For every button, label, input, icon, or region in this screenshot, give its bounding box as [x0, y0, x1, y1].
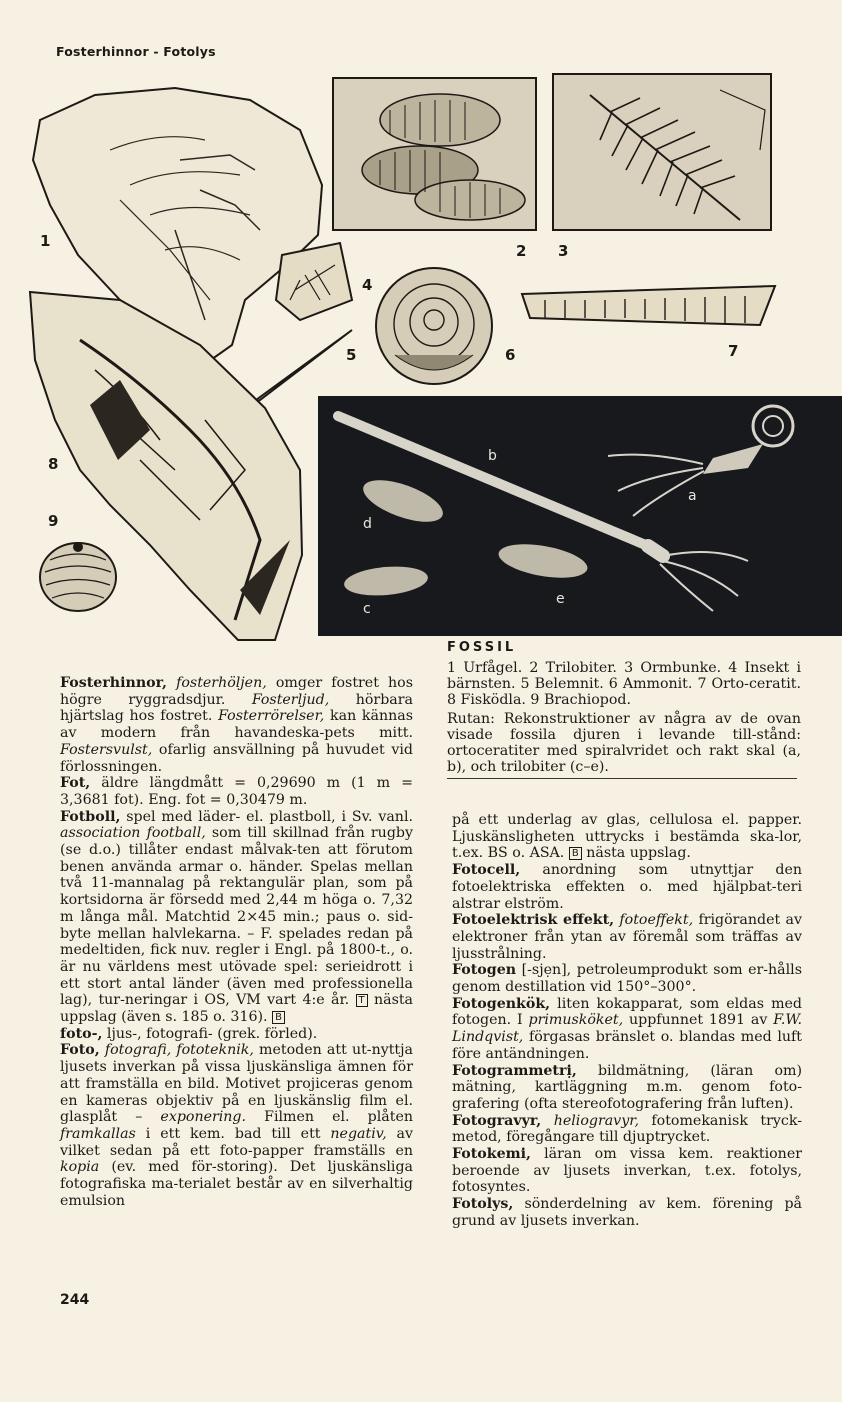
entry-text: kan kännas av modern från havandeska-pets mitt. — [60, 708, 413, 742]
entry-text: spel med läder- el. plastboll, i Sv. vanl. — [120, 808, 413, 825]
entry-text: nästa uppslag (även s. 185 o. 316). — [60, 992, 414, 1026]
headword: Fotogravyr, — [452, 1112, 542, 1129]
headword: Fotogrammetrị, — [452, 1062, 577, 1079]
entry-fotogrammetri — [452, 1063, 802, 1113]
headword: foto-, — [60, 1025, 103, 1042]
entry-fotogen — [452, 962, 802, 995]
figure-number-9: 9 — [48, 512, 59, 530]
entry-text: [-sjẹn], petroleumprodukt som er-hålls genom destillation vid 150°–300°. — [452, 962, 802, 996]
entry-text: uppfunnet 1891 av — [623, 1012, 768, 1029]
fern-fossil — [553, 74, 771, 230]
entry-text: negativ, — [320, 1125, 387, 1142]
entry-fotokemi — [452, 1146, 802, 1196]
entry-text: association football, — [60, 825, 206, 842]
caption-items: 1 Urfågel. 2 Trilobiter. 3 Ormbunke. 4 Insekt i bärnsten. 5 Belemnit. 6 Ammonit. 7 Orto-ceratit. 8 Fisködla. 9 Brachiopod. — [447, 660, 801, 708]
entry-text: av vilket sedan på ett foto-papper framställs en — [60, 1125, 413, 1159]
entry-text: ljus-, fotografi- (grek. förled). — [102, 1025, 318, 1042]
entry-text: sönderdelning av kem. förening på grund av ljusets inverkan. — [452, 1196, 802, 1229]
figure-caption — [447, 640, 801, 778]
entry-text: fosterhöljen, — [166, 675, 267, 691]
headword: Fotoelektrisk effekt, — [452, 912, 615, 929]
entry-text: primusköket, — [522, 1012, 624, 1029]
entry-fot — [60, 775, 413, 808]
entry-text: nästa uppslag. — [581, 845, 691, 862]
entry-text: i ett kem. bad till ett — [135, 1125, 321, 1142]
picture-ref-icon: B — [569, 847, 582, 860]
entry-text: fotomekanisk tryck-metod, föregångare till djuptrycket. — [452, 1112, 802, 1146]
entry-text: F.W. Lindqvist, — [452, 1012, 802, 1046]
reconstruction-drawing — [318, 396, 842, 636]
figure-number-2: 2 — [516, 242, 527, 260]
headword: Fotokemi, — [452, 1146, 531, 1163]
running-head: Fosterhinnor - Fotolys — [56, 44, 216, 59]
label-c: c — [363, 601, 371, 617]
figure-number-7: 7 — [728, 342, 739, 360]
entry-foto-prefix — [60, 1026, 413, 1043]
headword: Fotolys, — [452, 1196, 514, 1213]
entry-text: bildmätning, (läran om) mätning, kartläggning m.m. genom foto-grafering (ofta stereofotografering från luften). — [452, 1062, 802, 1112]
headword: Fotboll, — [60, 808, 121, 825]
entry-text: läran om vissa kem. reaktioner beroende av ljusets inverkan, t.ex. fotolys, fotosyntes. — [452, 1146, 802, 1196]
entry-text: liten kokapparat, som eldas med fotogen. I — [452, 995, 802, 1029]
entry-text: Fosterrörelser, — [212, 708, 325, 725]
entry-text: anordning som utnyttjar den fotoelektriska effekten o. med hjälpbat-teri alstrar elström. — [452, 862, 802, 912]
ammonite-fossil — [376, 268, 492, 384]
right-column — [452, 812, 802, 1230]
headword: Fotocell, — [452, 862, 521, 879]
figure-number-8: 8 — [48, 455, 59, 473]
entry-text: framkallas — [60, 1125, 136, 1142]
entry-text: Fosterljud, — [225, 691, 330, 708]
label-a: a — [688, 488, 697, 504]
trilobite-fossil — [333, 78, 536, 230]
brachiopod-fossil — [40, 542, 116, 611]
figure-number-5: 5 — [346, 346, 357, 364]
entry-text: exponering. — [142, 1109, 247, 1126]
entry-text: äldre längdmått = 0,29690 m (1 m = 3,3681 fot). Eng. fot = 0,30479 m. — [60, 775, 413, 808]
entry-foto — [60, 1042, 413, 1209]
reconstruction-box — [318, 396, 842, 636]
entry-text: ofarlig ansvällning på huvudet vid förlossningen. — [60, 741, 413, 775]
entry-text: hörbara hjärtslag hos fostret. — [60, 691, 413, 725]
entry-fotogravyr — [452, 1113, 802, 1146]
figure-number-4: 4 — [362, 276, 373, 294]
entry-fosterhinnor — [60, 675, 413, 775]
entry-text: metoden att ut-nyttja ljusets inverkan på vissa ljuskänsliga ämnen för att framställa en bild. Motivet projiceras genom en kameras objektiv på en ljuskänslig film el. glasplåt – — [60, 1042, 413, 1126]
entry-text: förgasas bränslet o. blandas med luft före antändningen. — [452, 1029, 802, 1062]
label-b: b — [488, 448, 497, 464]
headword: Foto, — [60, 1042, 100, 1059]
entry-fotolys — [452, 1196, 802, 1229]
entry-text: som till skillnad från rugby (se d.o.) tillåter endast målvak-ten att förutom benen använda armar o. händer. Spelas mellan två 11-mannalag på rektangulär plan, som på kortsidorna är försedd med 2,44 m höga o. 7,32 m långa mål. Matchtid 2×45 min.; paus o. sid-byte mellan halvlekarna. – F. spelades redan på medeltiden, fick nuv. regler i Engl. på 1800-t., o. är nu världens mest utövade spel: serieidrott i ett stort antal länder (även med professionella lag), tur-neringar i OS, VM vart 4:e år. — [60, 825, 413, 1009]
entry-fotocell — [452, 862, 802, 912]
entry-text: Filmen el. plåten — [246, 1109, 413, 1126]
picture-ref-icon: B — [272, 1011, 285, 1024]
page-number: 244 — [60, 1292, 90, 1308]
headword: Fotogenkök, — [452, 995, 551, 1012]
label-d: d — [363, 516, 372, 532]
entry-fotogenkok — [452, 996, 802, 1063]
entry-text: heliogravyr, — [541, 1112, 639, 1129]
figure-number-3: 3 — [558, 242, 569, 260]
figure-number-6: 6 — [505, 346, 516, 364]
fossil-plate — [0, 0, 842, 650]
entry-text: frigörandet av elektroner från ytan av föremål som träffas av ljusstrålning. — [452, 912, 803, 962]
entry-text: fotoeffekt, — [614, 912, 694, 929]
label-e: e — [556, 591, 565, 607]
left-column — [60, 675, 413, 1210]
entry-text: kopia — [60, 1159, 100, 1176]
caption-box-note: Rutan: Rekonstruktioner av några av de ovan visade fossila djuren i levande till-stånd: ortoceratiter med spiralvridet och rakt skal (a, b), och trilobiter (c–e). — [447, 711, 801, 775]
entry-text: (ev. med för-storing). Det ljuskänsliga fotografiska ma-terialet består av en silverhaltig emulsion — [60, 1159, 413, 1209]
orthoceras-fossil — [522, 286, 775, 325]
entry-text: fotografi, fototeknik, — [99, 1042, 254, 1059]
caption-title: FOSSIL — [447, 640, 517, 655]
entry-text: omger fostret hos högre ryggradsdjur. — [60, 675, 413, 708]
entry-fotoelektrisk-effekt — [452, 912, 802, 962]
entry-foto-continued — [452, 812, 802, 862]
table-ref-icon: T — [356, 994, 368, 1007]
entry-text: på ett underlag av glas, cellulosa el. papper. Ljuskänsligheten uttrycks i bestämda ska-lor, t.ex. BS o. ASA. — [452, 812, 802, 862]
entry-text: Fostersvulst, — [60, 741, 153, 758]
headword: Fosterhinnor, — [60, 675, 167, 691]
headword: Fotogen — [452, 962, 517, 979]
entry-fotboll — [60, 809, 413, 1026]
caption-divider — [447, 778, 797, 779]
headword: Fot, — [60, 775, 91, 792]
figure-number-1: 1 — [40, 232, 51, 250]
amber-insect — [276, 243, 352, 320]
